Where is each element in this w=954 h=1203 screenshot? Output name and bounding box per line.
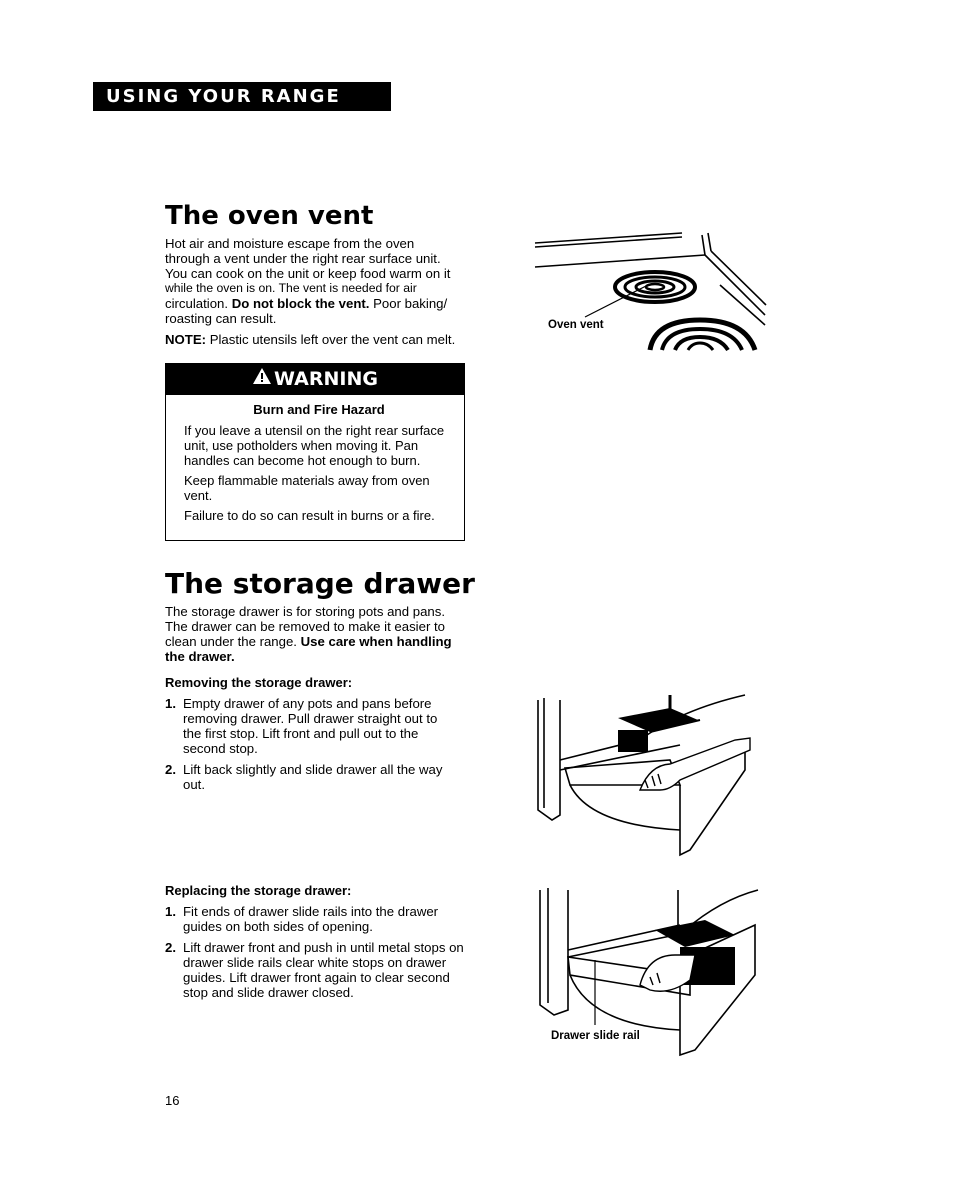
list-item	[165, 940, 465, 1000]
storage-drawer-heading: The storage drawer	[165, 567, 475, 600]
warning-box	[165, 363, 465, 541]
oven-vent-line-3: You can cook on the unit or keep food warm on it	[165, 266, 451, 281]
note-label: NOTE:	[165, 332, 207, 347]
step-text: Empty drawer of any pots and pans before removing drawer. Pull drawer straight out to the first stop. Lift front and pull out to the second stop.	[183, 696, 438, 756]
oven-vent-note	[165, 332, 485, 347]
front-burner-coil	[650, 320, 755, 350]
step-number: 2.	[165, 762, 176, 777]
removing-section	[165, 675, 455, 798]
list-item	[165, 904, 465, 934]
step-text: Lift back slightly and slide drawer all the way out.	[183, 762, 443, 792]
oven-vent-text: circulation.	[165, 296, 232, 311]
warning-para-3: Failure to do so can result in burns or a fire.	[184, 508, 435, 523]
oven-vent-illustration	[530, 225, 770, 355]
section-header-title: USING YOUR RANGE	[106, 86, 341, 107]
oven-vent-line-1: Hot air and moisture escape from the oven	[165, 236, 415, 251]
oven-vent-line-5	[165, 296, 485, 311]
oven-vent-line-2: through a vent under the right rear surface unit.	[165, 251, 441, 266]
oven-vent-heading: The oven vent	[165, 201, 374, 231]
oven-vent-line-6: roasting can result.	[165, 311, 277, 326]
hand-shape	[640, 955, 695, 991]
step-text: Lift drawer front and push in until metal stops on drawer slide rails clear white stops on drawer guides. Lift drawer front again to clear second stop and slide drawer closed.	[183, 940, 464, 1000]
oven-vent-body	[165, 236, 485, 347]
step-number: 1.	[165, 904, 176, 919]
warning-heading: WARNING	[274, 368, 378, 390]
replacing-heading: Replacing the storage drawer:	[165, 883, 352, 898]
replacing-steps	[165, 904, 465, 1000]
hand-shape	[640, 738, 750, 790]
drawer-replacing-illustration	[530, 885, 760, 1070]
removing-steps	[165, 696, 455, 792]
storage-drawer-intro-text: The storage drawer is for storing pots and pans. The drawer can be removed to make it easier to clean under the range.	[165, 604, 446, 649]
oven-vent-bold-warning: Do not block the vent.	[231, 296, 370, 311]
storage-drawer-intro-bold: Use care when handling the drawer.	[165, 634, 452, 664]
pot-shape	[618, 708, 700, 752]
replacing-section	[165, 883, 465, 1006]
warning-title: Burn and Fire Hazard	[253, 402, 385, 417]
list-item	[165, 762, 455, 792]
warning-header	[166, 364, 464, 395]
warning-para-2: Keep flammable materials away from oven vent.	[184, 473, 430, 503]
oven-vent-label: Oven vent	[548, 319, 604, 331]
page-number: 16	[165, 1093, 180, 1108]
step-text: Fit ends of drawer slide rails into the drawer guides on both sides of opening.	[183, 904, 439, 934]
warning-body	[166, 395, 464, 523]
step-number: 2.	[165, 940, 176, 955]
oven-vent-text: Poor baking/	[369, 296, 448, 311]
section-header-bar	[93, 82, 391, 111]
list-item	[165, 696, 455, 756]
oven-vent-line-4: while the oven is on. The vent is needed for air	[165, 281, 417, 295]
drawer-removal-illustration	[530, 690, 755, 865]
rear-burner-coil	[615, 272, 695, 302]
warning-triangle-icon	[252, 364, 272, 395]
step-number: 1.	[165, 696, 176, 711]
note-text: Plastic utensils left over the vent can melt.	[206, 332, 456, 347]
drawer-slide-rail-label: Drawer slide rail	[551, 1030, 640, 1042]
warning-para-1: If you leave a utensil on the right rear surface unit, use potholders when moving it. Pan handles can become hot enough to burn.	[184, 423, 445, 468]
removing-heading: Removing the storage drawer:	[165, 675, 353, 690]
storage-drawer-intro	[165, 604, 470, 664]
